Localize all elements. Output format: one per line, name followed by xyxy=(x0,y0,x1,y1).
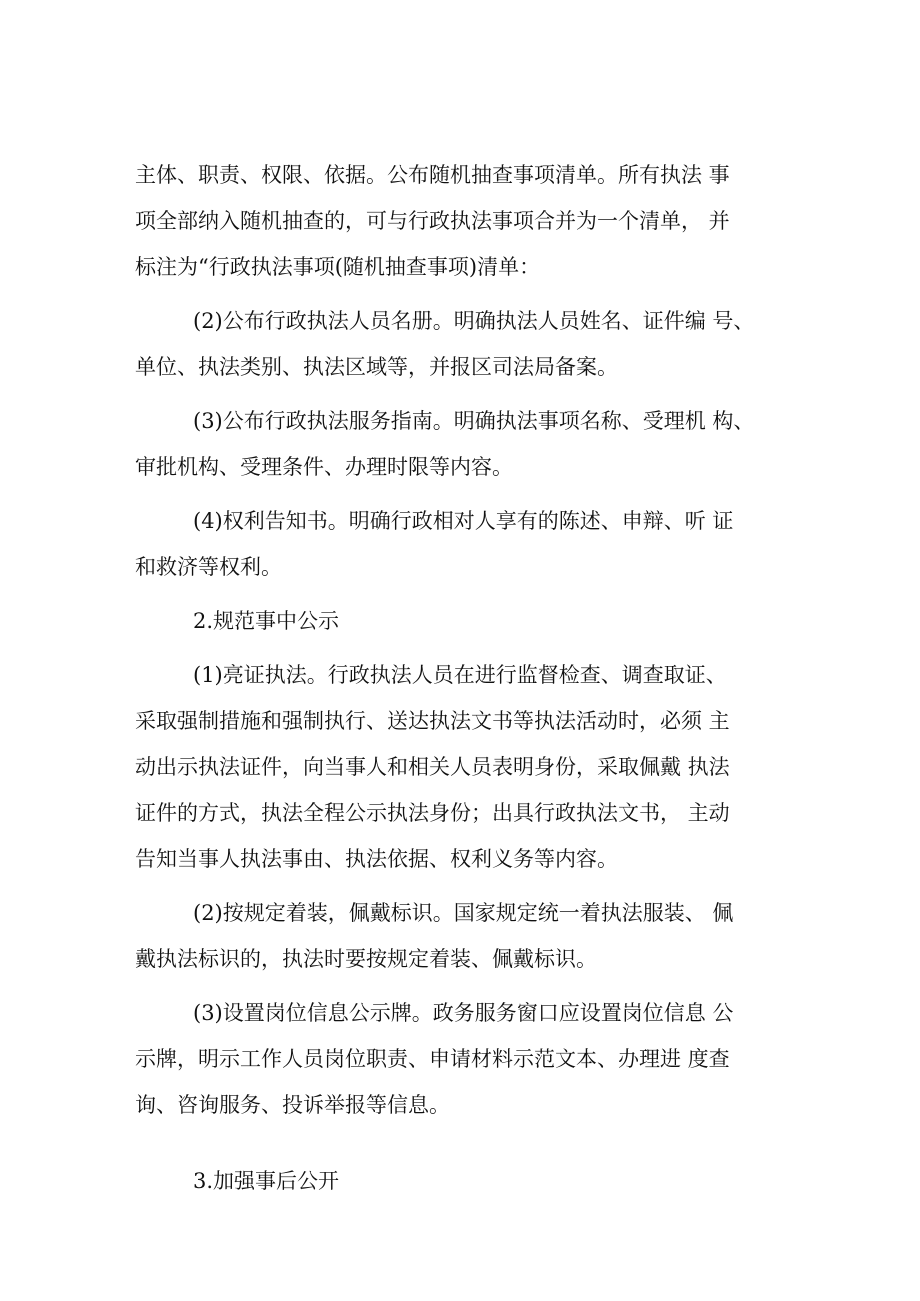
text-line xyxy=(135,790,787,836)
text-line-content: (4)权利告知书。明确行政相对人享有的陈述、申辩、听 证 xyxy=(193,509,734,533)
text-line-content: 动出示执法证件，向当事人和相关人员表明身份，采取佩戴 执法 xyxy=(135,755,730,779)
text-line-content: 项全部纳入随机抽查的，可与行政执法事项合并为一个清单， 并 xyxy=(135,209,730,233)
paragraph-first-line xyxy=(135,398,787,444)
document-body xyxy=(135,152,787,1204)
text-line xyxy=(135,244,787,290)
text-line-content: (2)公布行政执法人员名册。明确执法人员姓名、证件编 号、 xyxy=(193,309,755,333)
text-line-content: 和救济等权利。 xyxy=(135,555,282,579)
section-heading-text: 3.加强事后公开 xyxy=(193,1169,340,1193)
text-line-content: (2)按规定着装，佩戴标识。国家规定统一着执法服装、 佩 xyxy=(193,901,734,925)
text-line-content: 示牌，明示工作人员岗位职责、申请材料示范文本、办理进 度查 xyxy=(135,1047,730,1071)
text-line-content: 主体、职责、权限、依据。公布随机抽查事项清单。所有执法 事 xyxy=(135,163,730,187)
text-line-content: 戴执法标识的，执法时要按规定着装、佩戴标识。 xyxy=(135,947,597,971)
paragraph-first-line xyxy=(135,498,787,544)
text-line xyxy=(135,936,787,982)
text-line xyxy=(135,744,787,790)
text-line xyxy=(135,344,787,390)
paragraph-first-line xyxy=(135,298,787,344)
section-heading xyxy=(135,598,787,644)
text-line-content: 单位、执法类别、执法区域等，并报区司法局备案。 xyxy=(135,355,618,379)
text-line xyxy=(135,1082,787,1128)
text-line xyxy=(135,836,787,882)
text-line xyxy=(135,152,787,198)
text-line-content: 标注为“行政执法事项(随机抽查事项)清单： xyxy=(135,255,541,279)
text-line-content: (1)亮证执法。行政执法人员在进行监督检查、调查取证、 xyxy=(193,663,727,687)
text-line-content: (3)设置岗位信息公示牌。政务服务窗口应设置岗位信息 公 xyxy=(193,1001,734,1025)
text-line-content: 询、咨询服务、投诉举报等信息。 xyxy=(135,1093,450,1117)
text-line-content: 审批机构、受理条件、办理时限等内容。 xyxy=(135,455,513,479)
text-line-content: (3)公布行政执法服务指南。明确执法事项名称、受理机 构、 xyxy=(193,409,755,433)
text-line xyxy=(135,1036,787,1082)
paragraph-first-line xyxy=(135,990,787,1036)
text-line-content: 采取强制措施和强制执行、送达执法文书等执法活动时，必须 主 xyxy=(135,709,730,733)
text-line xyxy=(135,544,787,590)
text-line xyxy=(135,698,787,744)
text-line-content: 告知当事人执法事由、执法依据、权利义务等内容。 xyxy=(135,847,618,871)
text-line xyxy=(135,444,787,490)
text-line-content: 证件的方式，执法全程公示执法身份；出具行政执法文书， 主动 xyxy=(135,801,730,825)
section-heading-text: 2.规范事中公示 xyxy=(193,609,340,633)
paragraph-first-line xyxy=(135,652,787,698)
text-line xyxy=(135,198,787,244)
paragraph-first-line xyxy=(135,890,787,936)
section-heading xyxy=(135,1158,787,1204)
